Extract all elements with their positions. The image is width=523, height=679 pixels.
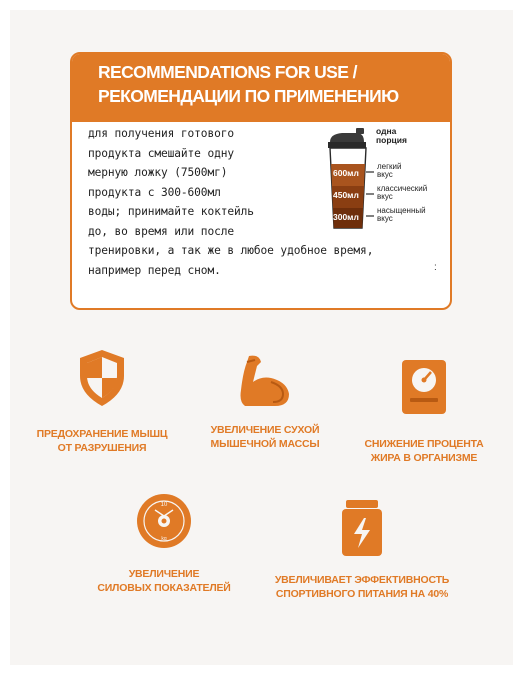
instruction-line: для получения готового (88, 127, 234, 140)
instruction-line: до, во время или после (88, 224, 234, 238)
shield-icon (76, 348, 128, 408)
instruction-line: например перед сном. (88, 263, 221, 277)
feature-strength (84, 492, 244, 595)
instruction-line: мерную ложку (7500мг) (88, 166, 228, 179)
feature-label-line: СНИЖЕНИЕ ПРОЦЕНТА (364, 438, 484, 450)
feature-label-line: УВЕЛИЧИВАЕТ ЭФФЕКТИВНОСТЬ (274, 574, 450, 586)
feature-efficiency (262, 498, 462, 601)
scale-icon (398, 358, 450, 416)
plate-weight-text: 10 (160, 502, 168, 508)
serving-label-1: одна (376, 126, 397, 136)
feature-label-line: УВЕЛИЧЕНИЕ (128, 568, 200, 580)
flexed-arm-icon (235, 352, 295, 408)
supplement-jar-icon (338, 498, 386, 558)
card-title-ru: РЕКОМЕНДАЦИИ ПО ПРИМЕНЕНИЮ (98, 86, 399, 106)
feature-label-line: СИЛОВЫХ ПОКАЗАТЕЛЕЙ (97, 582, 231, 594)
taste-light-1: легкий (377, 162, 402, 171)
weight-plate-icon (135, 492, 193, 550)
feature-label-line: ЖИРА В ОРГАНИЗМЕ (370, 452, 478, 464)
taste-rich-1: насыщенный (377, 206, 426, 215)
feature-lean-mass (190, 352, 340, 451)
shaker-volume-300: 300мл (333, 212, 359, 222)
recommendations-card (70, 52, 452, 310)
shaker-icon (320, 124, 440, 234)
instruction-line: продукта с 300-600мл (88, 185, 221, 199)
card-title-en: RECOMMENDATIONS FOR USE / (98, 62, 357, 82)
shaker-volume-600: 600мл (333, 168, 359, 178)
card-header (72, 54, 450, 122)
feature-muscle-protection (22, 348, 182, 455)
instruction-line: продукта смешайте одну (88, 146, 234, 160)
serving-label-2: порция (376, 135, 407, 145)
feature-label-line: СПОРТИВНОГО ПИТАНИЯ НА 40% (275, 588, 449, 600)
taste-rich-2: вкус (377, 214, 393, 223)
feature-fat-reduction (344, 358, 504, 465)
taste-classic-2: вкус (377, 192, 393, 201)
feature-label-line: ПРЕДОХРАНЕНИЕ МЫШЦ (36, 428, 168, 440)
plate-unit-text: kg (161, 536, 167, 542)
feature-label-line: ОТ РАЗРУШЕНИЯ (57, 442, 147, 454)
stray-colon: : (434, 262, 437, 273)
feature-label-line: МЫШЕЧНОЙ МАССЫ (210, 438, 320, 450)
instruction-line: тренировки, а так же в любое удобное время, (88, 244, 374, 257)
taste-light-2: вкус (377, 170, 393, 179)
instruction-line: воды; принимайте коктейль (88, 205, 254, 218)
taste-classic-1: классический (377, 184, 428, 193)
feature-label-line: УВЕЛИЧЕНИЕ СУХОЙ (210, 424, 320, 436)
shaker-volume-450: 450мл (333, 190, 359, 200)
